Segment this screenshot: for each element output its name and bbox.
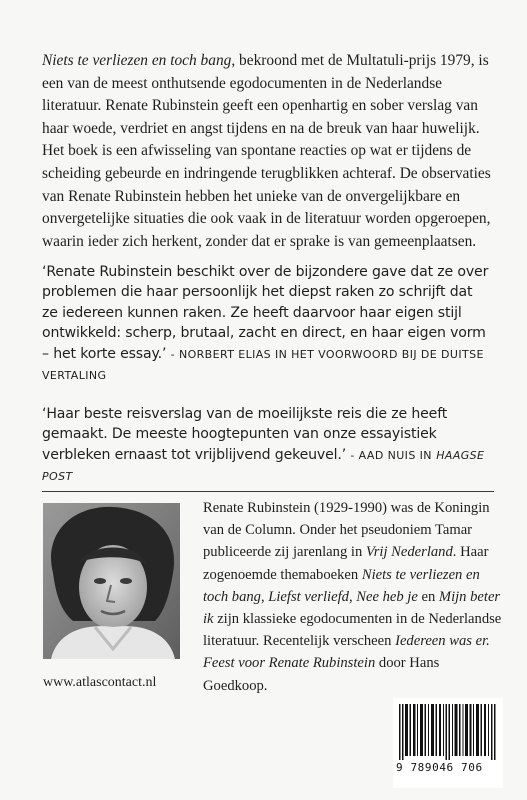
- quote-attribution: - NORBERT ELIAS IN HET VOORWOORD BIJ DE DUITSE VERTALING: [42, 347, 484, 383]
- quote-aad-nuis: [42, 404, 492, 488]
- bio-book-title: Liefst verliefd: [268, 588, 349, 605]
- author-portrait-image: [43, 503, 180, 659]
- quote-attribution: - AAD NUIS IN: [350, 448, 432, 462]
- isbn-number: 9 789046 706: [396, 761, 483, 774]
- barcode-bars: [399, 704, 497, 760]
- bio-separator: ,: [348, 588, 357, 605]
- bio-text: door Hans Goedkoop.: [203, 655, 440, 694]
- quote-text: ‘Haar beste reisverslag van de moeilijkste reis die ze heeft gemaakt. De meeste hoogtepunten van onze essayistiek verbleken ernaast tot vrijblijvend gekeuvel.’: [42, 406, 448, 463]
- publisher-website[interactable]: www.atlascontact.nl: [43, 675, 157, 690]
- bio-separator: en: [417, 588, 439, 605]
- author-photo: [43, 503, 180, 659]
- author-bio: [203, 497, 503, 697]
- bio-magazine-title: Vrij Nederland: [365, 544, 453, 561]
- bio-book-title: Iedereen was er. Feest voor Renate Rubinstein: [203, 633, 490, 672]
- isbn-barcode: [393, 698, 503, 788]
- blurb-paragraph: [42, 50, 492, 253]
- blurb-text: , bekroond met de Multatuli-prijs 1979, is een van de meest onthutsende egodocumenten in de Nederlandse literatuur. Renate Rubinstein geeft een openhartig en sober verslag van haar woede, verdriet en angst tijdens en na de breuk van haar huwelijk. Het boek is een afwisseling van spontane reacties op wat er tijdens de scheiding gebeurde en indringende terugblikken achteraf. De observaties van Renate Rubinstein hebben het unieke van de onvergelijkbare en onvergetelijke situaties die ook vaak in de literatuur worden opgeroepen, waarin ieder zich herkent, zonder dat er sprake is van gemeenplaatsen.: [42, 52, 491, 250]
- bio-text: . Haar zogenoemde themaboeken: [203, 544, 489, 583]
- quote-text: ‘Renate Rubinstein beschikt over de bijzondere gave dat ze over problemen die haar persoonlijk het diepst raken zo schrijft dat ze iedereen kunnen raken. Ze heeft daarvoor haar eigen stijl ontwikkeld: scherp, brutaal, zacht en direct, en haar eigen vorm – het korte essay.’: [42, 264, 489, 362]
- bio-book-title: Niets te verliezen en toch bang: [203, 566, 480, 605]
- bio-book-title: Mijn beter ik: [203, 588, 501, 628]
- quote-source: HAAGSE POST: [42, 448, 485, 484]
- bio-book-title: Nee heb je: [356, 588, 418, 605]
- quote-norbert-elias: [42, 262, 492, 386]
- bio-text: zijn klassieke egodocumenten in de Nederlandse literatuur. Recentelijk verscheen: [203, 611, 502, 650]
- bio-text: Renate Rubinstein (1929-1990) was de Koningin van de Column. Onder het pseudoniem Tamar publiceerde zij jarenlang in: [203, 500, 490, 561]
- blurb-book-title: Niets te verliezen en toch bang: [42, 52, 232, 69]
- section-divider: [42, 491, 494, 492]
- bio-separator: ,: [260, 588, 269, 605]
